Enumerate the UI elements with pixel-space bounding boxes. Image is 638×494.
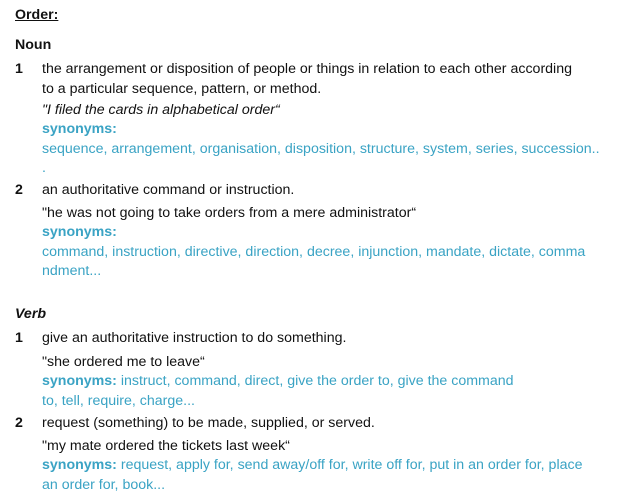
noun-sense-2-synonyms-label: synonyms: (42, 224, 117, 240)
noun-sense-2-number: 2 (15, 182, 23, 198)
verb-sense-1-synonyms-text: instruct, command, direct, give the order to, give the command (116, 373, 514, 389)
noun-sense-1-definition-line-2: to a particular sequence, pattern, or method. (42, 81, 322, 97)
verb-sense-1-synonyms-line-1 (42, 372, 514, 390)
verb-sense-1-synonyms-line-2: to, tell, require, charge... (42, 393, 195, 409)
verb-sense-1-synonyms-label: synonyms: (42, 373, 117, 389)
noun-sense-1-synonyms-line-1: sequence, arrangement, organisation, disposition, structure, system, series, succession.. (42, 141, 600, 157)
verb-sense-2-synonyms-label: synonyms: (42, 457, 117, 473)
verb-sense-2-synonyms-text: request, apply for, send away/off for, write off for, put in an order for, place (116, 457, 583, 473)
verb-sense-2-synonyms-line-2: an order for, book... (42, 477, 166, 493)
verb-sense-1-example: "she ordered me to leave“ (42, 354, 205, 370)
noun-sense-1-synonyms-label: synonyms: (42, 121, 117, 137)
noun-sense-2-synonyms-line-2: ndment... (42, 263, 102, 279)
verb-sense-2-definition: request (something) to be made, supplied, or served. (42, 415, 375, 431)
noun-sense-1-number: 1 (15, 61, 23, 77)
page-title: Order: (15, 7, 59, 23)
noun-sense-1-example: "I filed the cards in alphabetical order“ (42, 102, 280, 118)
verb-sense-2-synonyms-line-1 (42, 456, 582, 474)
noun-sense-1-definition-line-1: the arrangement or disposition of people or things in relation to each other according (42, 61, 572, 77)
noun-sense-2-example: "he was not going to take orders from a mere administrator“ (42, 205, 417, 221)
verb-sense-1-number: 1 (15, 330, 23, 346)
noun-sense-2-synonyms-line-1: command, instruction, directive, direction, decree, injunction, mandate, dictate, comma (42, 244, 586, 260)
noun-sense-2-definition: an authoritative command or instruction. (42, 182, 295, 198)
noun-sense-1-synonyms-line-2: . (42, 160, 46, 176)
verb-sense-2-example: "my mate ordered the tickets last week“ (42, 438, 290, 454)
verb-heading: Verb (15, 306, 47, 322)
verb-sense-1-definition: give an authoritative instruction to do something. (42, 330, 347, 346)
verb-sense-2-number: 2 (15, 415, 23, 431)
noun-heading: Noun (15, 37, 52, 53)
